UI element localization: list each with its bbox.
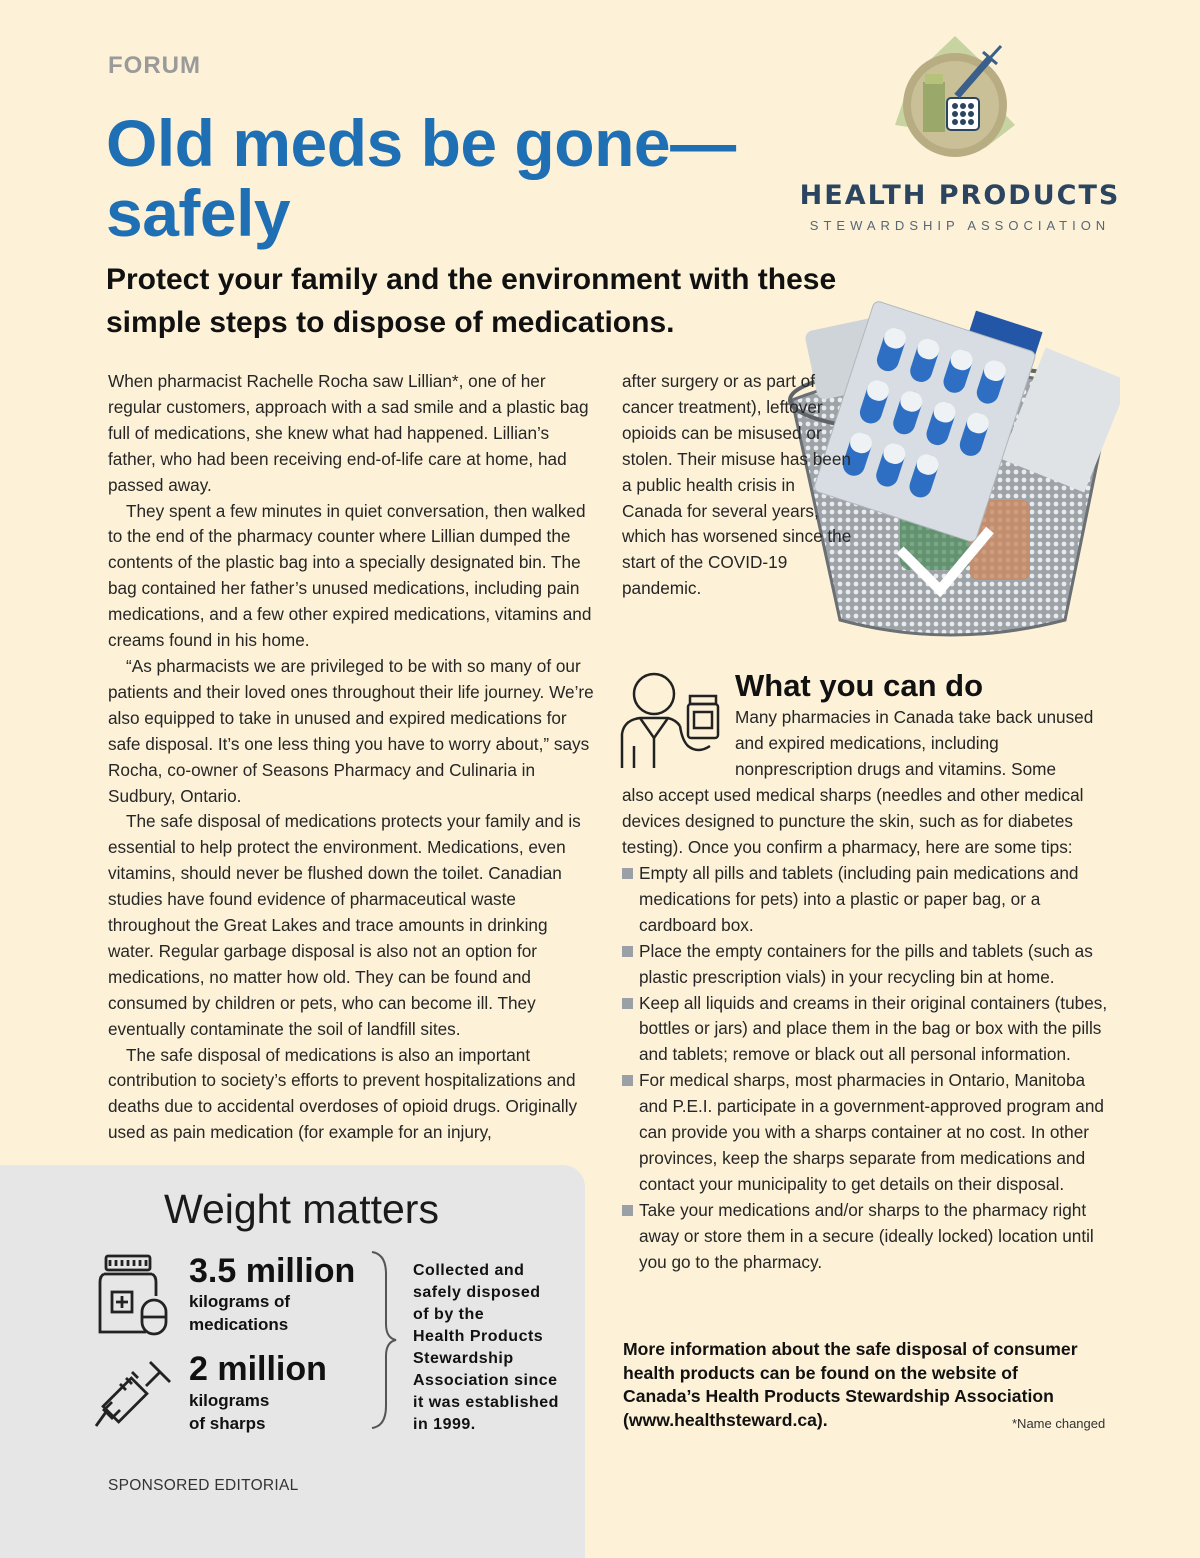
intro-text: also accept used medical sharps (needles and other medical devices designed to puncture the skin, such as for diabetes testing). Once you confirm a pharmacy, here are some tips: [622, 785, 1084, 857]
bullet-square-icon [622, 946, 633, 957]
sponsored-label: SPONSORED EDITORIAL [108, 1477, 299, 1494]
tip-text: For medical sharps, most pharmacies in Ontario, Manitoba and P.E.I. participate in a government-approved program and can provide you with a sharps container at no cost. In other provinces, keep the sharps separate from medications and contact your municipality to get details on their disposal. [639, 1070, 1104, 1194]
logo-name: HEALTH PRODUCTS [799, 180, 1121, 211]
hpsa-logo [780, 30, 1140, 240]
list-item [622, 991, 1117, 1069]
article-paragraph: When pharmacist Rachelle Rocha saw Lillian*, one of her regular customers, approach with a sad smile and a plastic bag full of medications, she knew what had happened. Lillian’s father, who had been receiving end-of-life care at home, had passed away. [108, 371, 589, 495]
bullet-square-icon [622, 1205, 633, 1216]
article-paragraph: The safe disposal of medications protects your family and is essential to help protect the environment. Medications, even vitamins, should never be flushed down the toilet. Canadian studies have found evidence of pharmaceutical waste throughout the Great Lakes and trace amounts in drinking water. Regular garbage disposal is also not an option for medications, no matter how old. They can be found and consumed by children or pets, who can become ill. They eventually contaminate the soil of landfill sites. [108, 811, 581, 1039]
article-paragraph: They spent a few minutes in quiet conversation, then walked to the end of the pharmacy counter where Lillian dumped the contents of the plastic bag into a specially designated bin. The bag contained her father’s unused medications, including pain medications, and a few other expired medications, vitamins and creams found in his home. [108, 500, 592, 651]
collected-line: safely disposed [413, 1284, 541, 1301]
right-brace-icon [368, 1250, 398, 1430]
footnote: *Name changed [1012, 1416, 1106, 1431]
section-label: FORUM [108, 52, 201, 79]
tip-text: Take your medications and/or sharps to the pharmacy right away or store them in a secure (ideally locked) location until you go to the pharmacy. [639, 1199, 1094, 1272]
collected-text [413, 1260, 573, 1436]
list-item [622, 1068, 1117, 1198]
collected-line: Health Products [413, 1328, 544, 1345]
collected-line: Association since [413, 1372, 558, 1389]
article-column-1 [108, 369, 598, 1146]
collected-line: Stewardship [413, 1350, 514, 1367]
bullet-square-icon [622, 868, 633, 879]
collected-line: of by the [413, 1306, 485, 1323]
tips-list [622, 861, 1117, 1276]
tip-text: Place the empty containers for the pills and tablets (such as plastic prescription vials) in your recycling bin at home. [639, 940, 1093, 987]
bullet-square-icon [622, 998, 633, 1009]
tip-text: Empty all pills and tablets (including pain medications and medications for pets) into a plastic or paper bag, or a cardboard box. [639, 863, 1079, 935]
intro-text: Many pharmacies in Canada take back unused and expired medications, including nonprescription drugs and vitamins. Some [735, 707, 1094, 779]
collected-line: it was established [413, 1394, 559, 1411]
what-you-can-do-intro-continued [622, 783, 1112, 861]
stat-unit-medications-line1: kilograms of [189, 1292, 291, 1311]
recycle-syringe-icon [885, 30, 1025, 165]
page-title: Old meds be gone— safely [106, 106, 736, 250]
what-you-can-do-intro [735, 705, 1115, 783]
article-paragraph: “As pharmacists we are privileged to be with so many of our patients and their loved ones throughout their life journey. We’re also equipped to take in unused and expired medications for safe disposal. It’s one less thing you have to worry about,” says Rocha, co-owner of Seasons Pharmacy and Culinaria in Sudbury, Ontario. [108, 655, 594, 806]
syringe-icon [92, 1354, 178, 1430]
stat-unit-sharps-line1: kilograms [189, 1391, 270, 1410]
article-column-2-continuation [622, 369, 852, 602]
tip-text: Keep all liquids and creams in their original containers (tubes, bottles or jars) and place them in the bag or box with the pills and tablets; remove or black out all personal information. [639, 992, 1108, 1065]
stat-unit-sharps-line2: of sharps [189, 1414, 266, 1433]
article-paragraph: The safe disposal of medications is also an important contribution to society’s efforts to prevent hospitalizations and deaths due to accidental overdoses of opioid drugs. Originally used as pain medication (for example for an injury, [108, 1044, 578, 1143]
logo-tagline: STEWARDSHIP ASSOCIATION [809, 218, 1111, 233]
collected-line: in 1999. [413, 1416, 476, 1433]
pharmacist-icon [618, 668, 728, 776]
page-subtitle: Protect your family and the environment with these simple steps to dispose of medications. [106, 263, 837, 339]
list-item [622, 939, 1117, 991]
list-item [622, 861, 1117, 939]
article-paragraph: after surgery or as part of cancer treatment), leftover opioids can be misused or stolen. Their misuse has been a public health crisis in Canada for several years, which has worsened since the start of the COVID-19 pandemic. [622, 371, 852, 599]
collected-line: Collected and [413, 1262, 525, 1279]
stat-unit-medications-line2: medications [189, 1315, 289, 1334]
bullet-square-icon [622, 1075, 633, 1086]
pill-bottle-icon [96, 1252, 172, 1338]
weight-matters-title: Weight matters [164, 1186, 439, 1232]
stat-value-sharps: 2 million [189, 1350, 327, 1388]
stat-value-medications: 3.5 million [189, 1252, 356, 1290]
what-you-can-do-heading: What you can do [735, 668, 983, 703]
list-item [622, 1198, 1117, 1276]
more-info-text: More information about the safe disposal of consumer health products can be found on the website of Canada’s Health Products Stewardship Association (www.healthsteward.ca). [623, 1339, 1078, 1430]
